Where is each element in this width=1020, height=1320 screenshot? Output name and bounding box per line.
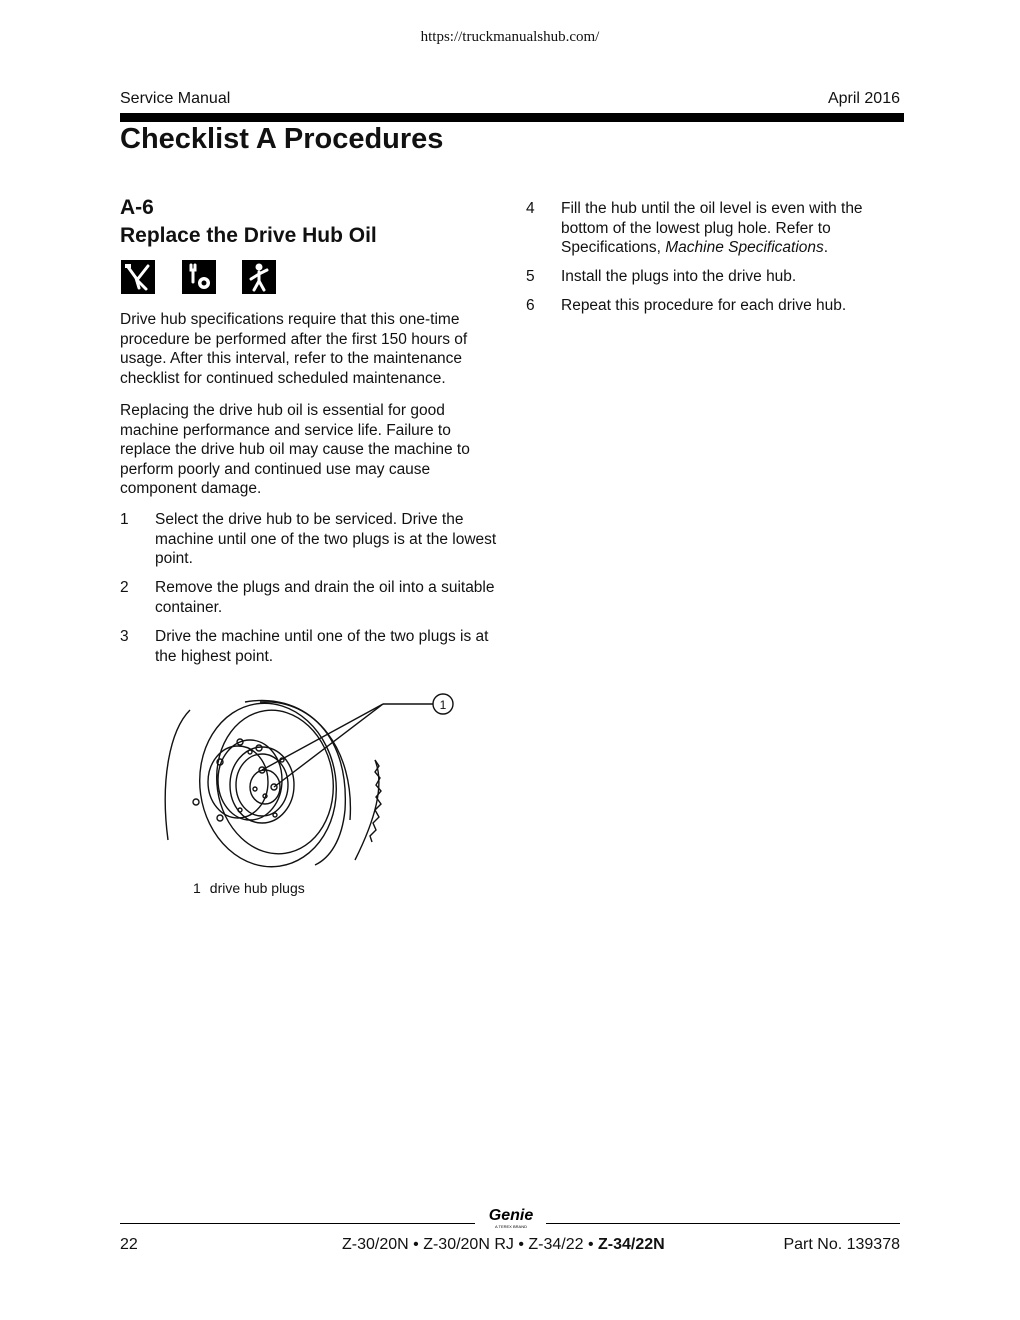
page-number: 22 — [120, 1236, 138, 1253]
intro-paragraph: Replacing the drive hub oil is essential for good machine performance and service life. Failure to replace the drive hub oil may cause the machine to perform poorly and continued use may cause component damage. — [120, 402, 470, 497]
step-number: 2 — [120, 579, 129, 596]
footer-rule — [546, 1223, 900, 1224]
step-text: Repeat this procedure for each drive hub. — [561, 297, 847, 314]
step-number: 5 — [526, 268, 535, 285]
svg-text:Genie: Genie — [488, 1207, 534, 1224]
step-text: Fill the hub until the oil level is even with the bottom of the lowest plug hole. Refer to Specifications, Machine Specifications. — [561, 200, 863, 256]
caption-number: 1 — [193, 880, 201, 896]
section-title: Replace the Drive Hub Oil — [120, 224, 377, 247]
step-text: Drive the machine until one of the two plugs is at the highest point. — [155, 628, 489, 665]
step-text: Select the drive hub to be serviced. Drive the machine until one of the two plugs is at the lowest point. — [155, 511, 497, 567]
svg-text:A TEREX BRAND: A TEREX BRAND — [495, 1224, 527, 1229]
section-number: A-6 — [120, 196, 154, 219]
step-text: Remove the plugs and drain the oil into a suitable container. — [155, 579, 495, 616]
part-number: Part No. 139378 — [783, 1236, 900, 1253]
page-title: Checklist A Procedures — [120, 123, 444, 155]
header-doc-type: Service Manual — [120, 90, 231, 107]
step-number: 4 — [526, 200, 535, 217]
step-number: 3 — [120, 628, 129, 645]
genie-logo — [480, 1204, 542, 1230]
technician-icon — [242, 260, 276, 294]
tools-icon — [121, 260, 155, 294]
figure-callout: 1 — [439, 698, 447, 712]
step-number: 1 — [120, 511, 129, 528]
wrench-bolt-icon — [182, 260, 216, 294]
reference-emphasis: Machine Specifications — [665, 239, 824, 256]
source-url: https://truckmanualshub.com/ — [420, 29, 600, 45]
header-rule — [120, 113, 904, 122]
footer-rule — [120, 1223, 475, 1224]
footer-models: Z-30/20N • Z-30/20N RJ • Z-34/22 • Z-34/22N — [342, 1236, 665, 1253]
step-number: 6 — [526, 297, 535, 314]
step-text: Install the plugs into the drive hub. — [561, 268, 797, 285]
header-date: April 2016 — [827, 90, 900, 107]
figure-caption — [193, 880, 305, 896]
drive-hub-illustration — [150, 690, 470, 870]
caption-text: drive hub plugs — [209, 880, 305, 896]
intro-paragraph: Drive hub specifications require that this one-time procedure be performed after the first 150 hours of usage. After this interval, refer to the maintenance checklist for continued scheduled maintenance. — [120, 311, 468, 387]
